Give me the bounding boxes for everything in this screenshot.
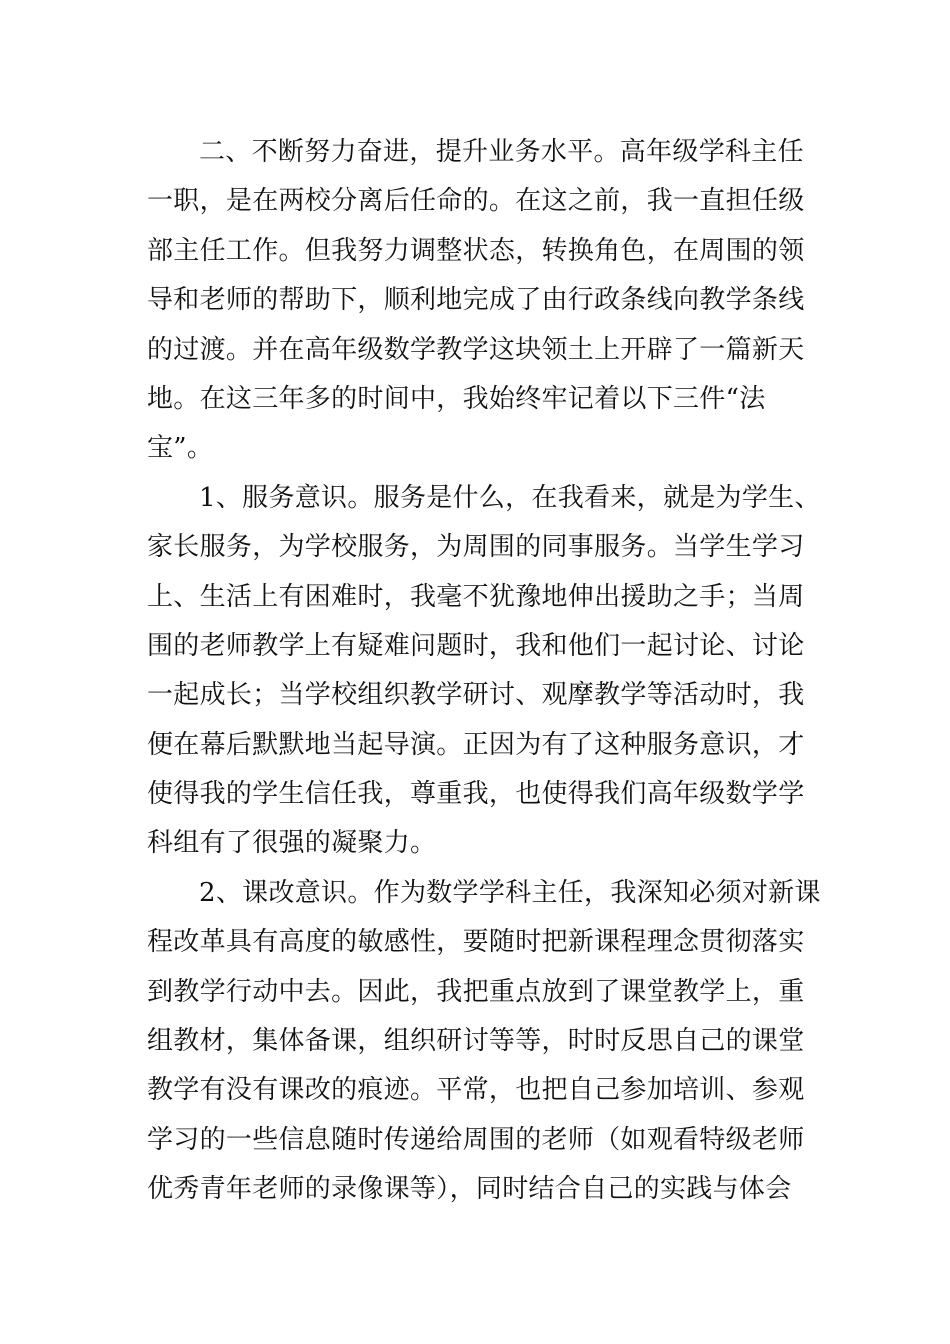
service-paragraph-line-1: 1、服务意识。服务是什么，在我看来，就是为学生、 <box>199 482 821 513</box>
service-paragraph-line-7: 使得我的学生信任我，尊重我，也使得我们高年级数学学 <box>147 779 805 810</box>
reform-paragraph-line-7: 优秀青年老师的录像课等），同时结合自己的实践与体会 <box>147 1174 792 1205</box>
paragraph-2-line-1: 二、不断努力奋进，提升业务水平。高年级学科主任 <box>199 137 804 167</box>
reform-paragraph-line-5: 教学有没有课改的痕迹。平常，也把自己参加培训、参观 <box>147 1075 805 1106</box>
body-text <box>147 128 821 1215</box>
reform-paragraph-line-2: 程改革具有高度的敏感性，要随时把新课程理念贯彻落实 <box>147 927 805 958</box>
service-paragraph-line-2: 家长服务，为学校服务，为周围的同事服务。当学生学习 <box>147 532 805 563</box>
paragraph-2-line-7: 宝”。 <box>147 433 214 464</box>
reform-paragraph-line-4: 组教材，集体备课，组织研讨等等，时时反思自己的课堂 <box>147 1026 805 1057</box>
paragraph-2-line-4: 导和老师的帮助下，顺利地完成了由行政条线向教学条线 <box>147 285 805 316</box>
paragraph-2-line-3: 部主任工作。但我努力调整状态，转换角色，在周围的领 <box>147 235 805 266</box>
reform-paragraph-line-1: 2、课改意识。作为数学学科主任，我深知必须对新课 <box>199 877 821 908</box>
service-paragraph-line-4: 围的老师教学上有疑难问题时，我和他们一起讨论、讨论 <box>147 630 805 661</box>
service-paragraph-line-3: 上、生活上有困难时，我毫不犹豫地伸出援助之手；当周 <box>147 581 805 612</box>
reform-paragraph-line-6: 学习的一些信息随时传递给周围的老师（如观看特级老师 <box>147 1124 805 1155</box>
reform-paragraph-line-3: 到教学行动中去。因此，我把重点放到了课堂教学上，重 <box>147 976 805 1007</box>
paragraph-2-line-2: 一职，是在两校分离后任命的。在这之前，我一直担任级 <box>147 186 805 217</box>
service-paragraph-line-8: 科组有了很强的凝聚力。 <box>147 828 437 859</box>
paragraph-2-line-6: 地。在这三年多的时间中，我始终牢记着以下三件“法 <box>147 383 766 414</box>
service-paragraph-line-6: 便在幕后默默地当起导演。正因为有了这种服务意识，才 <box>147 729 805 760</box>
service-paragraph-line-5: 一起成长；当学校组织教学研讨、观摩教学等活动时，我 <box>147 680 805 711</box>
paragraph-2-line-5: 的过渡。并在高年级数学教学这块领土上开辟了一篇新天 <box>147 334 805 365</box>
